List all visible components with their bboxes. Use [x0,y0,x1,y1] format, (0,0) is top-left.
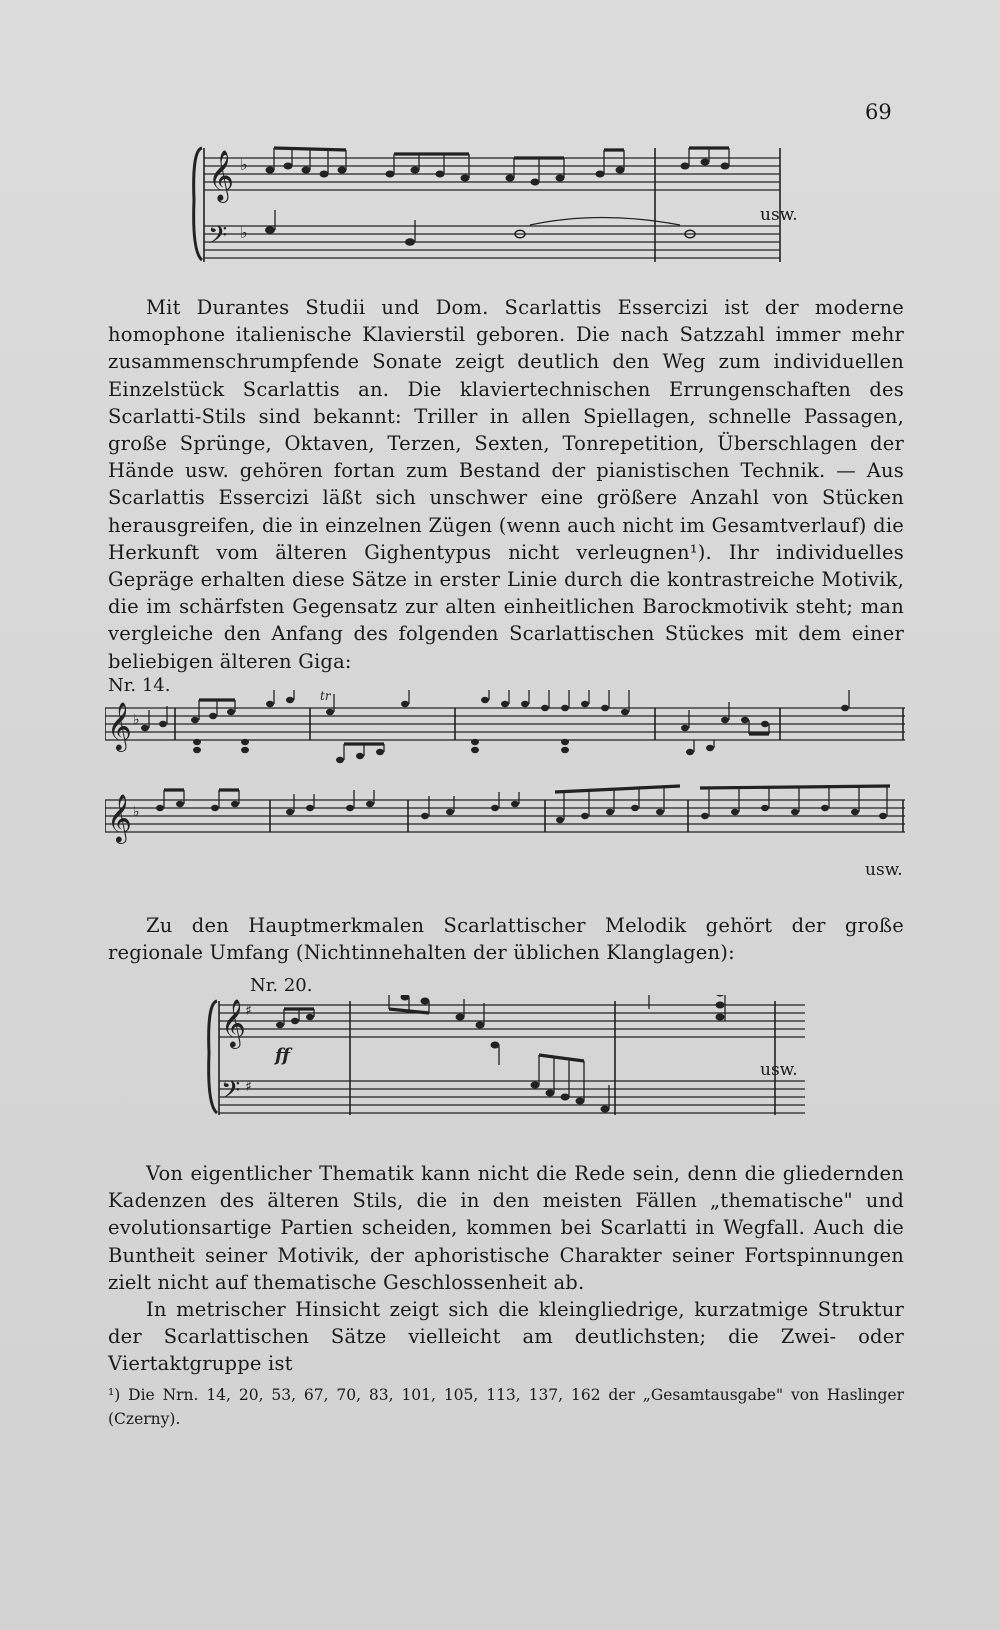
bass-clef-icon: 𝄢 [221,1076,241,1111]
paragraph-4: In metrischer Hinsicht zeigt sich die kleingliedrige, kurzatmige Struktur der Scarlattischen Sätze vielleicht am deutlichsten; die Zwei- oder Viertaktgruppe ist [108,1298,904,1376]
svg-text:♭: ♭ [133,804,140,820]
example-3-continuation: usw. [760,1060,798,1080]
paragraph-2: Zu den Hauptmerkmalen Scarlattischer Melodik gehört der große regionale Umfang (Nichtinnehalten der üblichen Klanglagen): [108,914,904,965]
staff-row-1 [105,690,905,763]
score-example-2 [105,690,905,870]
music-example-1 [190,140,810,270]
paragraph-1-block [108,294,904,675]
dynamic-marking: ff [275,1045,290,1066]
svg-text:♯: ♯ [245,1079,252,1095]
footnote [108,1383,904,1431]
svg-text:♭: ♭ [240,155,248,174]
treble-clef-icon: 𝄞 [107,793,132,842]
bass-clef-icon: 𝄢 [208,221,228,256]
paragraph-3-block [108,1160,904,1378]
bass-notes-1 [265,210,695,246]
treble-staff-1 [204,158,780,190]
treble-clef-icon: 𝄞 [208,150,235,201]
svg-text:♭: ♭ [133,712,140,728]
score-example-3 [205,995,805,1125]
staff-row-2 [105,786,905,844]
example-2-continuation: usw. [865,860,903,880]
example-2-label: Nr. 14. [108,675,171,696]
svg-text:♯: ♯ [245,1003,252,1019]
footnote-mark: ¹) [108,1386,121,1404]
music-example-3 [205,995,805,1125]
paragraph-1: Mit Durantes Studii und Dom. Scarlattis Essercizi ist der moderne homophone italienische Klavierstil geboren. Die nach Satzzahl immer mehr zusammenschrumpfende Sonate zeigt deutlich den Weg zum individuellen Einzelstück Scarlattis an. Die klaviertechnischen Errungenschaften des Scarlatti-Stils sind bekannt: Triller in allen Spiellagen, schnelle Passagen, große Sprünge, Oktaven, Terzen, Sexten, Tonrepetition, Überschlagen der Hände usw. gehören fortan zum Bestand der pianistischen Technik. — Aus Scarlattis Essercizi läßt sich unschwer eine größere Anzahl von Stücken herausgreifen, die in einzelnen Zügen (wenn auch nicht im Gesamtverlauf) die Herkunft vom älteren Gighentypus nicht verleugnen¹). Ihr individuelles Gepräge erhalten diese Sätze in erster Linie durch die kontrastreiche Motivik, die im schärfsten Gegensatz zur alten einheitlichen Barockmotivik steht; man vergleiche den Anfang des folgenden Scarlattischen Stückes mit dem einer beliebigen älteren Giga: [108,296,904,673]
footnote-text: Die Nrn. 14, 20, 53, 67, 70, 83, 101, 105, 113, 137, 162 der „Gesamtausgabe" von Haslinger (Czerny). [108,1386,904,1428]
paragraph-2-block [108,912,904,966]
treble-clef-icon: 𝄞 [221,998,246,1047]
treble-clef-icon: 𝄞 [107,701,132,750]
svg-text:♭: ♭ [240,223,248,242]
score-example-1 [190,140,810,270]
svg-text:tr: tr [320,690,331,703]
music-example-2 [105,690,905,870]
page-number: 69 [865,100,892,124]
bass-staff-3 [219,1081,805,1113]
treble-notes-1 [266,148,730,262]
example-1-continuation: usw. [760,205,798,225]
paragraph-3: Von eigentlicher Thematik kann nicht die Rede sein, denn die gliedernden Kadenzen des älteren Stils, die in den meisten Fällen „thematische" und evolutionsartige Partien scheiden, kommen bei Scarlatti in Wegfall. Auch die Buntheit seiner Motivik, der aphoristische Charakter seiner Fortspinnungen zielt nicht auf thematische Geschlossenheit ab. [108,1162,904,1294]
example-3-label: Nr. 20. [250,975,313,996]
